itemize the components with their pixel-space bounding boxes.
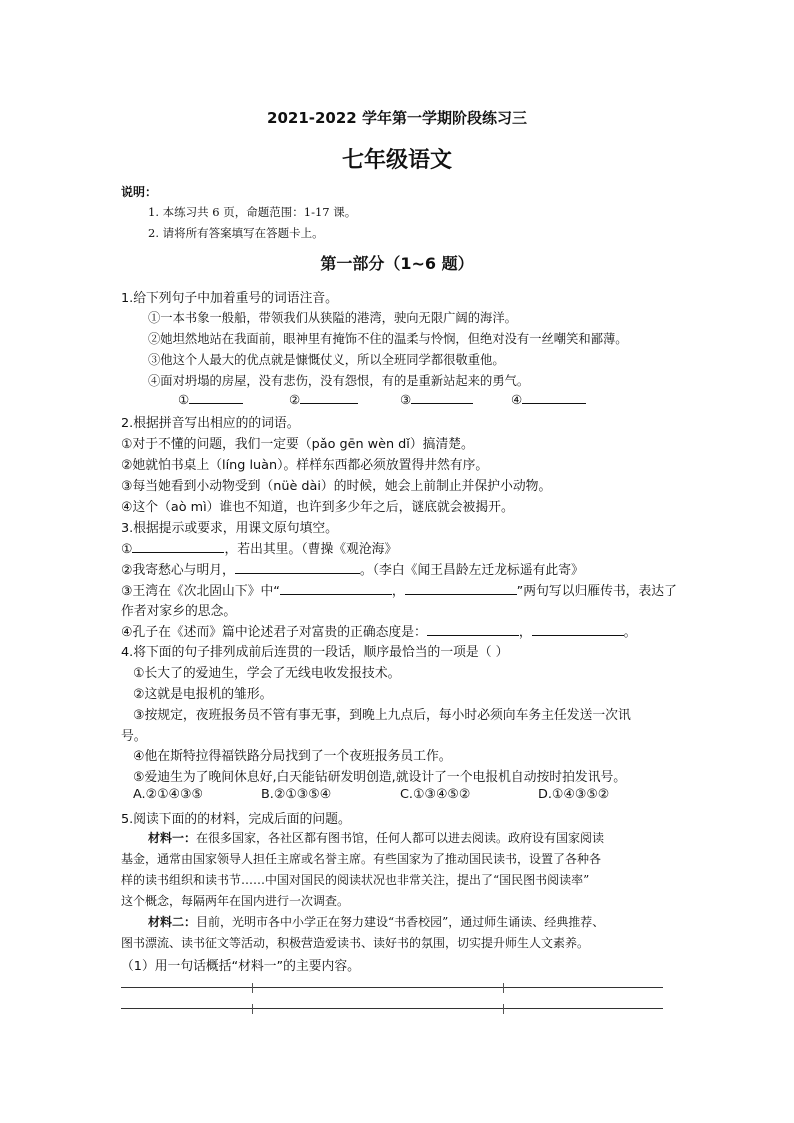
answer-blank[interactable]	[235, 561, 360, 574]
q4-option-d[interactable]: D.①④③⑤②	[538, 787, 610, 802]
q3-line-2	[121, 559, 584, 578]
circled-number: ①	[121, 542, 133, 557]
q3-line-3-text: ③王湾在《次北固山下》中“	[121, 584, 280, 599]
answer-blank[interactable]	[405, 582, 517, 595]
q3-line-3-end: ”两句写以归雁传书，表达了	[516, 584, 677, 599]
answer-blank[interactable]	[280, 582, 392, 595]
q1-answer-3[interactable]	[400, 391, 473, 407]
material-2-line	[148, 913, 604, 930]
material-1-line: 基金，通常由国家领导人担任主席或名誉主席。有些国家为了推动国民读书，设置了各种各	[121, 852, 602, 866]
part-title: 第一部分（1~6 题）	[320, 254, 474, 273]
q1-sentence: ④面对坍塌的房屋，没有悲伤，没有怨恨，有的是重新站起来的勇气。	[148, 374, 530, 388]
q2-item: ③每当她看到小动物受到（nüè dài）的时候，她会上前制止并保护小动物。	[121, 479, 552, 494]
comma: ，	[391, 584, 405, 599]
period: 。	[623, 625, 637, 640]
line-tick	[252, 1004, 253, 1014]
line-tick	[503, 983, 504, 993]
q3-line-2-text: ②我寄愁心与明月，	[121, 563, 235, 578]
q3-line-3	[121, 580, 677, 599]
line-tick	[252, 983, 253, 993]
material-2-line: 图书漂流、读书征文等活动，积极营造爱读书、读好书的氛围，切实提升师生人文素养。	[121, 936, 590, 950]
material-2-label: 材料二：	[148, 915, 197, 929]
material-1-text: 在很多国家，各社区都有图书馆，任何人都可以进去阅读。政府设有国家阅读	[196, 831, 605, 845]
q1-answer-4[interactable]	[511, 391, 586, 407]
answer-label: ④	[511, 393, 523, 407]
answer-label: ①	[178, 393, 190, 407]
q3-line-1	[121, 538, 397, 557]
q1-answer-2[interactable]	[289, 391, 358, 407]
answer-blank[interactable]	[189, 391, 243, 404]
answer-blank[interactable]	[522, 391, 586, 404]
q4-item: ①长大了的爱迪生，学会了无线电收发报技术。	[133, 666, 401, 681]
material-1-line: 样的读书组织和读书节……中国对国民的阅读状况也非常关注，提出了“国民图书阅读率”	[121, 873, 590, 887]
q3-line-1-text: ，若出其里。（曹操《观沧海》	[224, 542, 398, 557]
answer-blank[interactable]	[532, 623, 624, 636]
q4-item: ③按规定，夜班报务员不管有事无事，到晚上九点后，每小时必须向车务主任发送一次讯	[133, 708, 631, 723]
question-2-stem: 2.根据拼音写出相应的的词语。	[121, 416, 300, 431]
q3-line-4-text: ④孔子在《述而》篇中论述君子对富贵的正确态度是：	[121, 625, 427, 640]
q4-item: ④他在斯特拉得福铁路分局找到了一个夜班报务员工作。	[133, 749, 452, 764]
q2-item: ②她就怕书桌上（líng luàn）。样样东西都必须放置得井然有序。	[121, 458, 489, 473]
answer-blank[interactable]	[132, 540, 224, 553]
q4-option-a[interactable]: A.②①④③⑤	[133, 787, 203, 802]
q3-line-2-source: 。（李白《闻王昌龄左迁龙标遥有此寄》	[359, 563, 584, 578]
q4-option-c[interactable]: C.①③④⑤②	[400, 787, 471, 802]
q1-sentence: ②她坦然地站在我面前，眼神里有掩饰不住的温柔与怜悯，但绝对没有一丝嘲笑和鄙薄。	[148, 332, 628, 346]
subject-title: 七年级语文	[341, 148, 452, 173]
comma: ，	[518, 625, 532, 640]
q4-item: ②这就是电报机的雏形。	[133, 687, 273, 702]
question-5-stem: 5.阅读下面的的材料，完成后面的问题。	[121, 812, 351, 827]
q1-answer-1[interactable]	[178, 391, 243, 407]
line-tick	[503, 1004, 504, 1014]
exam-title: 2021-2022 学年第一学期阶段练习三	[267, 109, 527, 127]
instruction-item: 2. 请将所有答案填写在答题卡上。	[148, 226, 324, 240]
instructions-label: 说明：	[121, 185, 158, 199]
q4-item-cont: 号。	[121, 729, 147, 744]
q3-line-4	[121, 621, 636, 640]
answer-blank[interactable]	[427, 623, 519, 636]
q2-item: ④这个（aò mì）谁也不知道，也许到多少年之后，谜底就会被揭开。	[121, 500, 514, 515]
material-2-text: 目前，光明市各中小学正在努力建设“书香校园”，通过师生诵读、经典推荐、	[196, 915, 605, 929]
answer-blank[interactable]	[300, 391, 358, 404]
question-4-stem: 4.将下面的句子排列成前后连贯的一段话，顺序最恰当的一项是（ ）	[121, 645, 509, 660]
material-1-label: 材料一：	[148, 831, 197, 845]
q3-line-3-cont: 作者对家乡的思念。	[121, 604, 237, 619]
q4-item: ⑤爱迪生为了晚间休息好,白天能钻研发明创造,就设计了一个电报机自动按时拍发讯号。	[133, 770, 627, 785]
question-1-stem: 1.给下列句子中加着重号的词语注音。	[121, 291, 338, 306]
q5-sub-question-1: （1）用一句话概括“材料一”的主要内容。	[121, 959, 360, 974]
q1-sentence: ③他这个人最大的优点就是慷慨仗义，所以全班同学都很敬重他。	[148, 353, 505, 367]
material-1-line: 这个概念，每隔两年在国内进行一次调查。	[121, 894, 350, 908]
answer-label: ③	[400, 393, 412, 407]
answer-line[interactable]	[121, 987, 663, 988]
answer-line[interactable]	[121, 1008, 663, 1009]
q1-sentence: ①一本书象一般船，带领我们从狭隘的港湾，驶向无限广阔的海洋。	[148, 311, 517, 325]
q4-option-b[interactable]: B.②①③⑤④	[261, 787, 332, 802]
material-1-line	[148, 829, 604, 846]
answer-label: ②	[289, 393, 301, 407]
question-3-stem: 3.根据提示或要求，用课文原句填空。	[121, 521, 338, 536]
answer-blank[interactable]	[411, 391, 473, 404]
instruction-item: 1. 本练习共 6 页，命题范围：1-17 课。	[148, 205, 357, 219]
q2-item: ①对于不懂的问题，我们一定要（pǎo gēn wèn dǐ）搞清楚。	[121, 437, 474, 452]
